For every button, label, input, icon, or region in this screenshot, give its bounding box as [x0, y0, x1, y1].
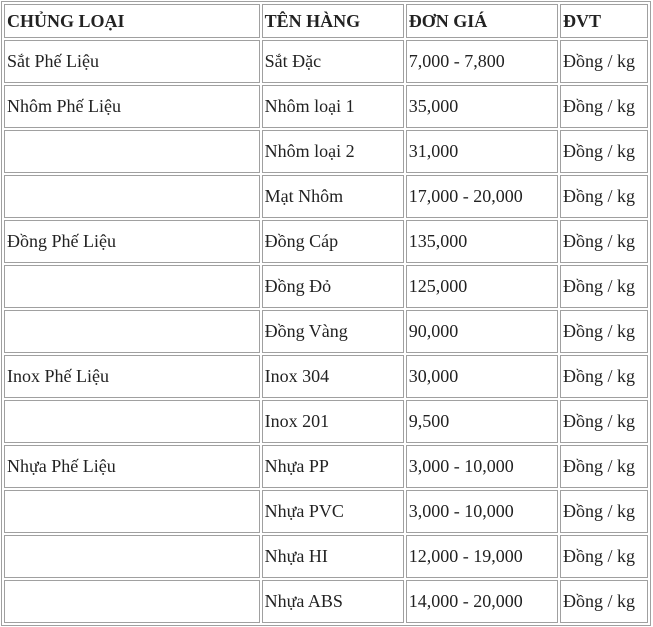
cell-category: Nhôm Phế Liệu [4, 85, 260, 128]
cell-price: 30,000 [406, 355, 558, 398]
cell-price: 14,000 - 20,000 [406, 580, 558, 623]
table-row [4, 175, 648, 218]
header-category: CHỦNG LOẠI [4, 4, 260, 38]
cell-price: 9,500 [406, 400, 558, 443]
table-header [4, 4, 648, 38]
header-row [4, 4, 648, 38]
cell-category [4, 535, 260, 578]
table-row [4, 40, 648, 83]
table-row [4, 310, 648, 353]
cell-category: Nhựa Phế Liệu [4, 445, 260, 488]
cell-unit: Đồng / kg [560, 445, 648, 488]
table-body [4, 40, 648, 623]
cell-category [4, 580, 260, 623]
cell-item: Nhựa HI [262, 535, 404, 578]
table-row [4, 580, 648, 623]
cell-category: Inox Phế Liệu [4, 355, 260, 398]
cell-item: Nhựa PVC [262, 490, 404, 533]
cell-unit: Đồng / kg [560, 310, 648, 353]
cell-item: Inox 304 [262, 355, 404, 398]
table-row [4, 355, 648, 398]
header-unit: ĐVT [560, 4, 648, 38]
table-row [4, 220, 648, 263]
cell-category [4, 400, 260, 443]
cell-price: 135,000 [406, 220, 558, 263]
cell-category: Đồng Phế Liệu [4, 220, 260, 263]
cell-category: Sắt Phế Liệu [4, 40, 260, 83]
cell-item: Inox 201 [262, 400, 404, 443]
cell-item: Đồng Vàng [262, 310, 404, 353]
cell-unit: Đồng / kg [560, 355, 648, 398]
cell-price: 7,000 - 7,800 [406, 40, 558, 83]
cell-unit: Đồng / kg [560, 535, 648, 578]
cell-unit: Đồng / kg [560, 175, 648, 218]
cell-price: 90,000 [406, 310, 558, 353]
header-price: ĐƠN GIÁ [406, 4, 558, 38]
cell-item: Đồng Cáp [262, 220, 404, 263]
cell-category [4, 265, 260, 308]
cell-category [4, 490, 260, 533]
cell-category [4, 310, 260, 353]
cell-item: Sắt Đặc [262, 40, 404, 83]
table-row [4, 535, 648, 578]
cell-unit: Đồng / kg [560, 490, 648, 533]
cell-item: Nhôm loại 2 [262, 130, 404, 173]
cell-price: 3,000 - 10,000 [406, 445, 558, 488]
cell-item: Mạt Nhôm [262, 175, 404, 218]
cell-unit: Đồng / kg [560, 265, 648, 308]
cell-price: 3,000 - 10,000 [406, 490, 558, 533]
cell-item: Đồng Đỏ [262, 265, 404, 308]
cell-unit: Đồng / kg [560, 40, 648, 83]
table-row [4, 130, 648, 173]
cell-item: Nhựa PP [262, 445, 404, 488]
cell-price: 31,000 [406, 130, 558, 173]
cell-category [4, 130, 260, 173]
scrap-price-table [1, 1, 651, 626]
cell-unit: Đồng / kg [560, 580, 648, 623]
cell-price: 35,000 [406, 85, 558, 128]
table-row [4, 85, 648, 128]
cell-price: 125,000 [406, 265, 558, 308]
table-row [4, 490, 648, 533]
cell-item: Nhựa ABS [262, 580, 404, 623]
table-row [4, 445, 648, 488]
cell-unit: Đồng / kg [560, 85, 648, 128]
table-row [4, 400, 648, 443]
table-row [4, 265, 648, 308]
cell-category [4, 175, 260, 218]
cell-price: 17,000 - 20,000 [406, 175, 558, 218]
cell-unit: Đồng / kg [560, 400, 648, 443]
header-item: TÊN HÀNG [262, 4, 404, 38]
cell-item: Nhôm loại 1 [262, 85, 404, 128]
cell-price: 12,000 - 19,000 [406, 535, 558, 578]
cell-unit: Đồng / kg [560, 220, 648, 263]
cell-unit: Đồng / kg [560, 130, 648, 173]
